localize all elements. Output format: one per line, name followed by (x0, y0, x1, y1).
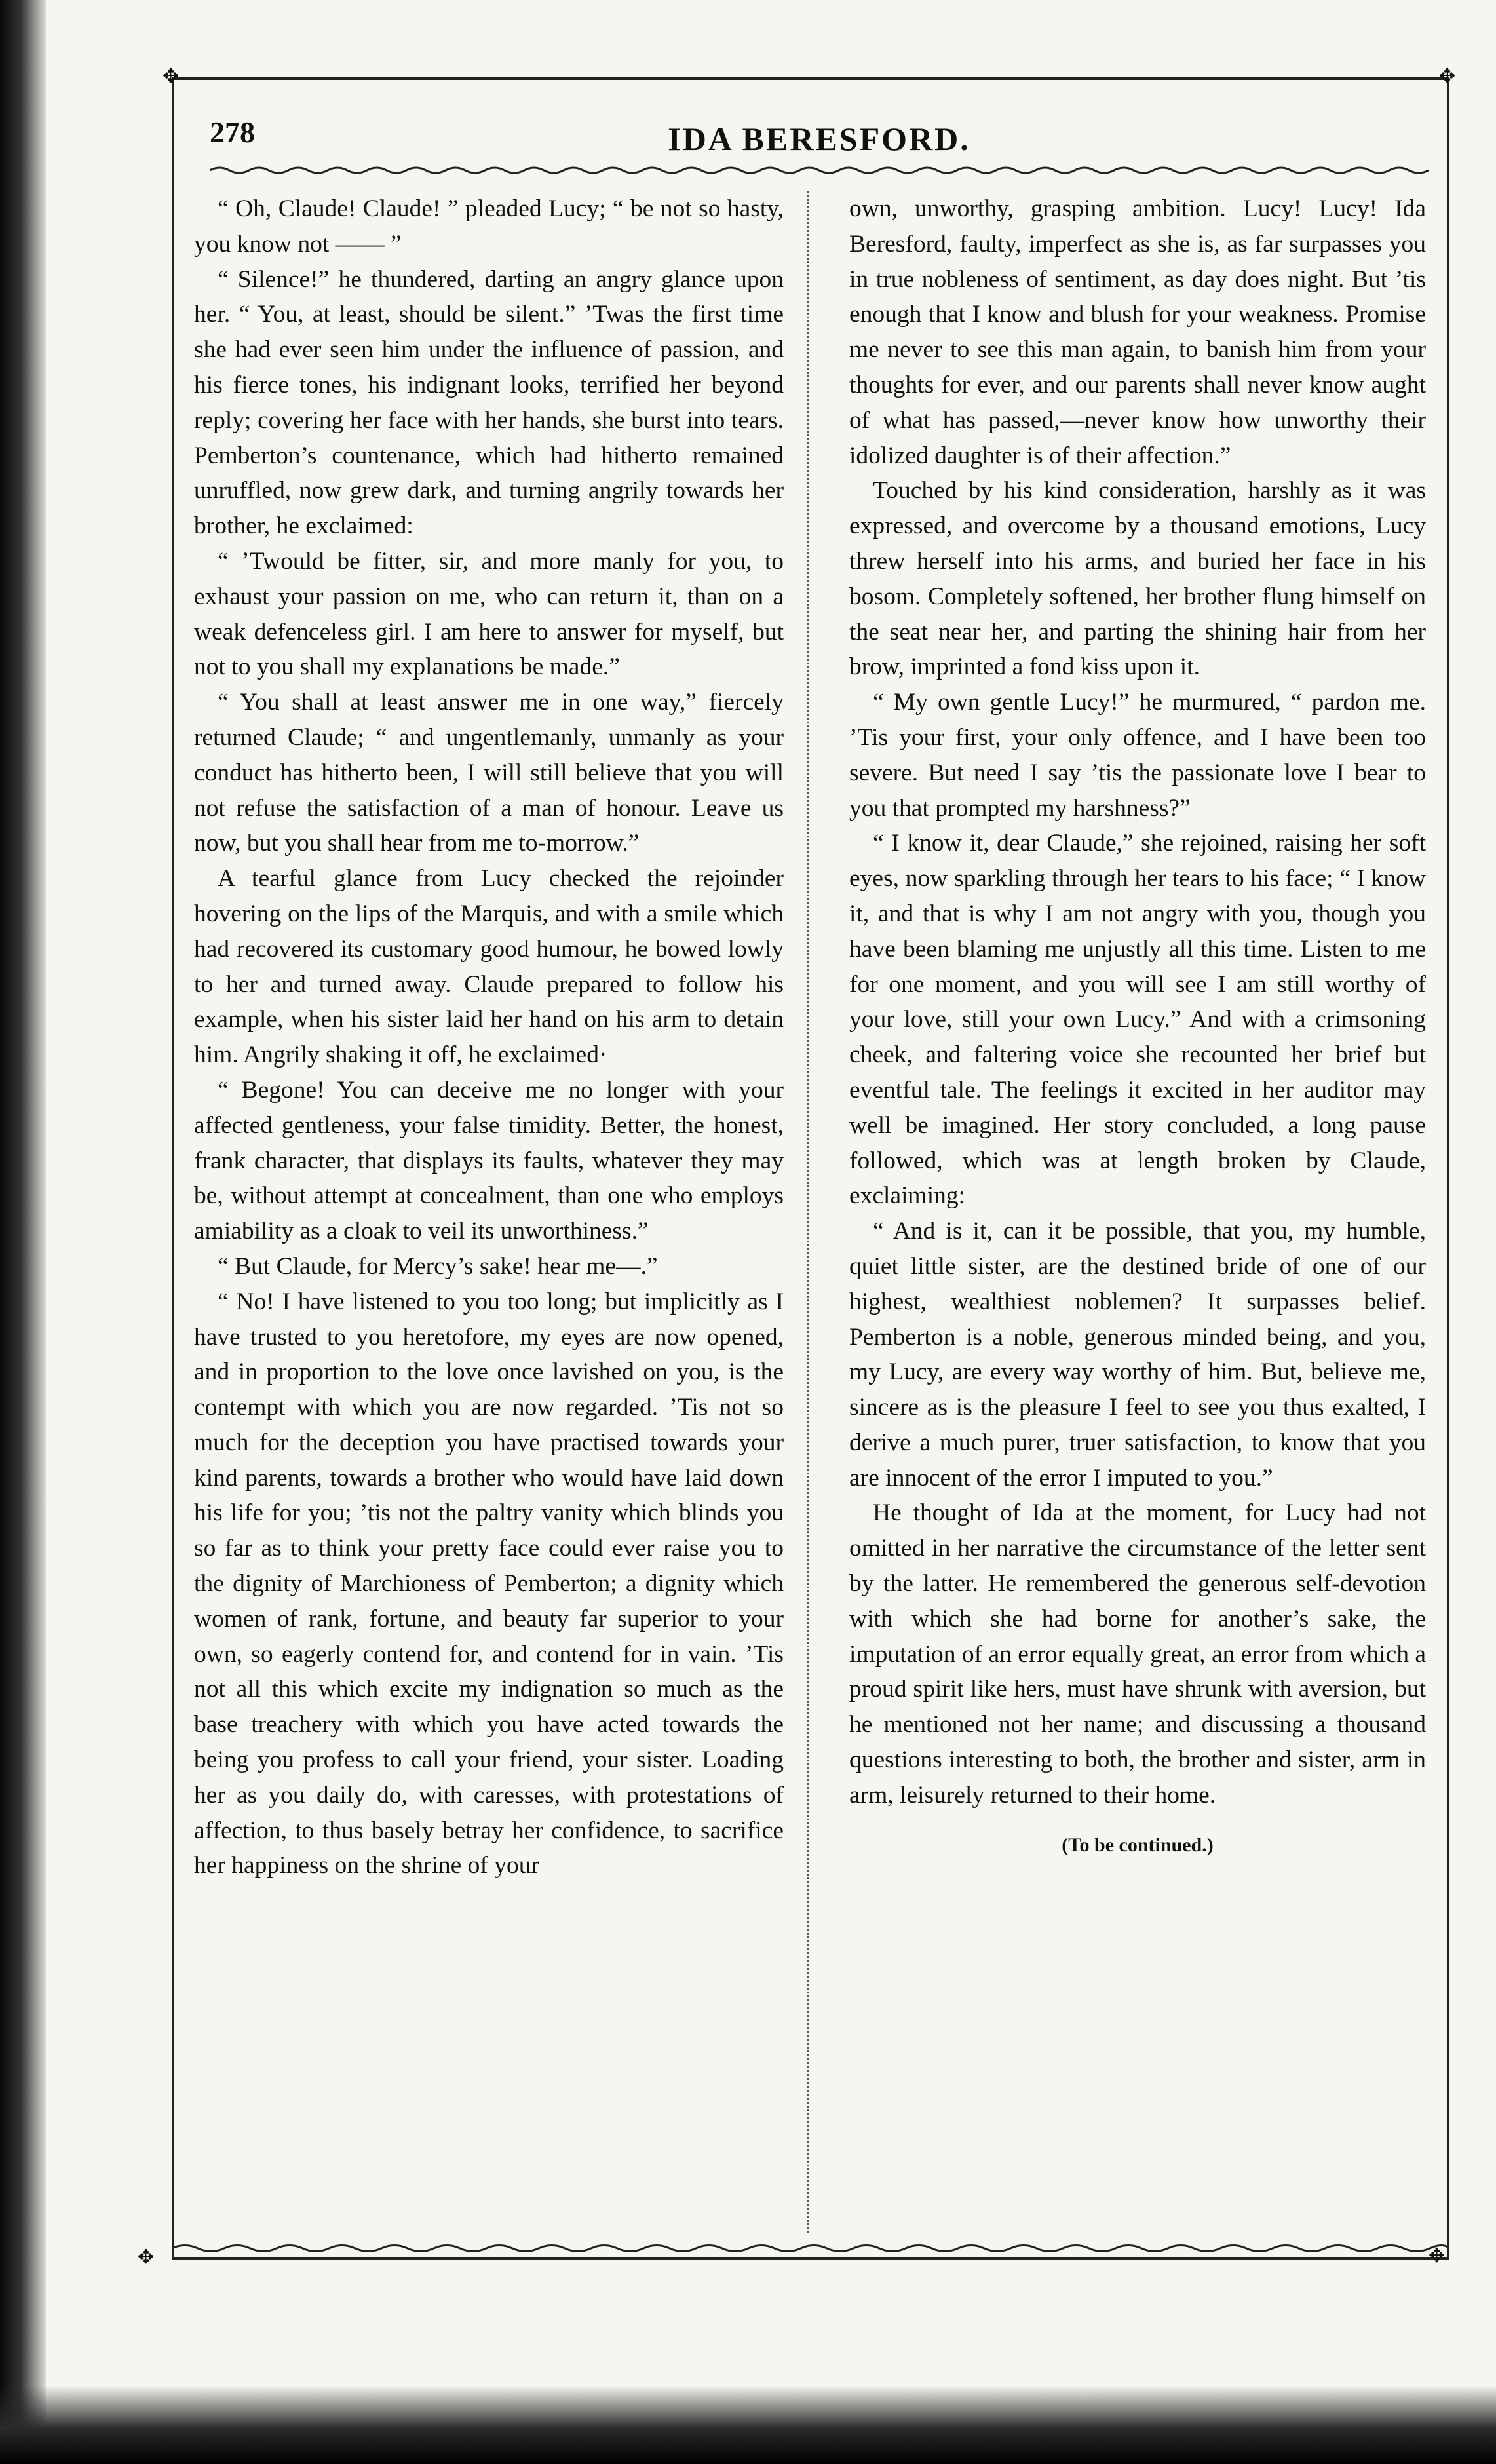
paragraph: “ You shall at least answer me in one way,” fiercely returned Claude; “ and ungentlemanly, unmanly as your conduct has hitherto been, I will still believe that you will not refuse the satisfaction of a man of honour. Leave us now, but you shall hear from me to-morrow.” (194, 689, 784, 857)
corner-ornament-icon: ✥ (1429, 2245, 1446, 2267)
column-divider (807, 191, 811, 2233)
paragraph: A tearful glance from Lucy checked the rejoinder hovering on the lips of the Marquis, and with a smile which had recovered its customary good humour, he bowed lowly to her and turned away. Claude prepared to follow his example, when his sister laid her hand on his arm to detain him. Angrily shaking it off, he exclaimed· (194, 865, 784, 1069)
paragraph: “ And is it, can it be possible, that you, my humble, quiet little sister, are the destined bride of one of our highest, wealthiest noblemen? It surpasses belief. Pemberton is a noble, generous minded being, and you, my Lucy, are every way worthy of him. But, believe me, sincere as is the pleasure I feel to see you thus exalted, I derive a much purer, truer satisfaction, to know that you are innocent of the error I imputed to you.” (849, 1218, 1426, 1492)
paragraph: “ I know it, dear Claude,” she rejoined, raising her soft eyes, now sparkling through her tears to his face; “ I know it, and that is why I am not angry with you, though you have been blaming me unjustly all this time. Listen to me for one moment, and you will see I am still worthy of your love, still your own Lucy.” And with a crimsoning cheek, and faltering voice she recounted her brief but eventful tale. The feelings it excited in her auditor may well be imagined. Her story concluded, a long pause followed, which was at length broken by Claude, exclaiming: (849, 830, 1426, 1210)
page-number: 278 (210, 115, 255, 149)
paragraph: “ Silence!” he thundered, darting an angry glance upon her. “ You, at least, should be silent.” ’Twas the first time she had ever seen him under the influence of passion, and his fierce tones, his indignant looks, terrified her beyond reply; covering her face with her hands, she burst into tears. Pemberton’s countenance, which had hitherto remained unruffled, now grew dark, and turning angrily towards her brother, he exclaimed: (194, 265, 784, 540)
bottom-ornamental-rule (172, 2241, 1449, 2256)
paragraph-continued: own, unworthy, grasping ambition. Lucy! Lucy! Ida Beresford, faulty, imperfect as she is, as far surpasses you in true nobleness of sentiment, as day does night. But ’tis enough that I know and blush for your weakness. Promise me never to see this man again, to banish him from your thoughts for ever, and our parents shall never know aught of what has passed,—never know how unworthy their idolized daughter is of their affection.” (849, 195, 1426, 469)
paragraph: He thought of Ida at the moment, for Lucy had not omitted in her narrative the circumstance of the letter sent by the latter. He remembered the generous self-devotion with which she had borne for another’s sake, the imputation of an error equally great, an error from which a proud spirit like hers, must have shrunk with aversion, but he mentioned not her name; and discussing a thousand questions interesting to both, the brother and sister, arm in arm, leisurely returned to their home. (849, 1499, 1426, 1809)
corner-ornament-icon: ✥ (1439, 66, 1456, 87)
text-column-left (194, 191, 784, 1883)
paragraph: Touched by his kind consideration, harshly as it was expressed, and overcome by a thousand emotions, Lucy threw herself into his arms, and buried her face in his bosom. Completely softened, her brother flung himself on the seat near her, and parting the shining hair from her brow, imprinted a fond kiss upon it. (849, 477, 1426, 681)
scan-dark-edge-bottom (0, 2385, 1496, 2464)
paragraph: “ My own gentle Lucy!” he murmured, “ pardon me. ’Tis your first, your only offence, and I have been too severe. But need I say ’tis the passionate love I bear to you that prompted my harshness?” (849, 689, 1426, 822)
paragraph: “ Begone! You can deceive me no longer with your affected gentleness, your false timidity. Better, the honest, frank character, that displays its faults, whatever they may be, without attempt at concealment, than one who employs amiability as a cloak to veil its unworthiness.” (194, 1076, 784, 1245)
corner-ornament-icon: ✥ (138, 2246, 155, 2268)
paragraph: “ ’Twould be fitter, sir, and more manly for you, to exhaust your passion on me, who can return it, than on a weak defenceless girl. I am here to answer for myself, but not to you shall my explanations be made.” (194, 547, 784, 681)
running-title: IDA BERESFORD. (668, 121, 970, 157)
text-column-right (849, 191, 1426, 1862)
wavy-header-rule (210, 165, 1429, 176)
paragraph: “ Oh, Claude! Claude! ” pleaded Lucy; “ be not so hasty, you know not —— ” (194, 195, 784, 258)
to-be-continued-note: (To be continued.) (1062, 1834, 1214, 1856)
corner-ornament-icon: ✥ (163, 66, 180, 87)
paragraph: “ No! I have listened to you too long; but implicitly as I have trusted to you heretofore, my eyes are now opened, and in proportion to the love once lavished on you, is the contempt with which you are now regarded. ’Tis not so much for the deception you have practised towards your kind parents, towards a brother who would have laid down his life for you; ’tis not the paltry vanity which blinds you so far as to think your pretty face could ever raise you to the dignity of Marchioness of Pemberton; a dignity which women of rank, fortune, and beauty far superior to your own, so eagerly contend for, and contend for in vain. ’Tis not all this which excite my indignation so much as the base treachery with which you have acted towards the being you profess to call your friend, your sister. Loading her as you daily do, with caresses, with protestations of affection, to thus basely betray her confidence, to sacrifice her happiness on the shrine of your (194, 1288, 784, 1879)
paragraph: “ But Claude, for Mercy’s sake! hear me—.” (218, 1252, 658, 1280)
scan-dark-edge-left (0, 0, 46, 2464)
